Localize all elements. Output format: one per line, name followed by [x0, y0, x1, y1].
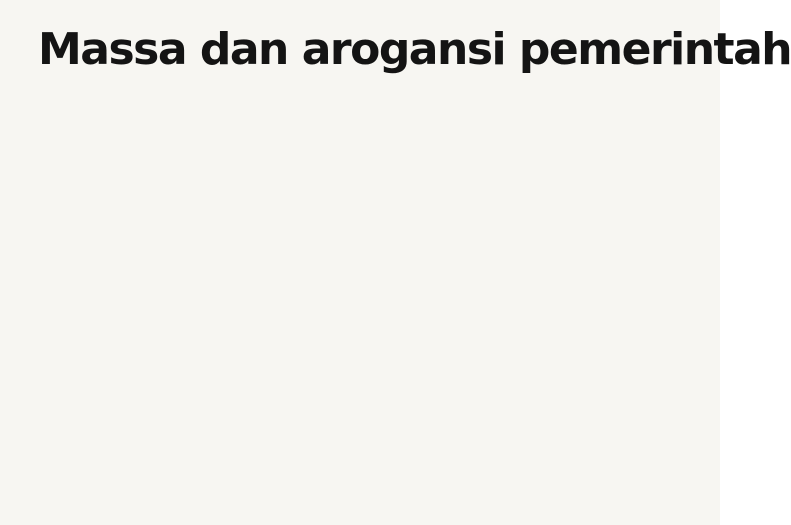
- headline: Massa dan arogansi pemerintah: [38, 24, 791, 75]
